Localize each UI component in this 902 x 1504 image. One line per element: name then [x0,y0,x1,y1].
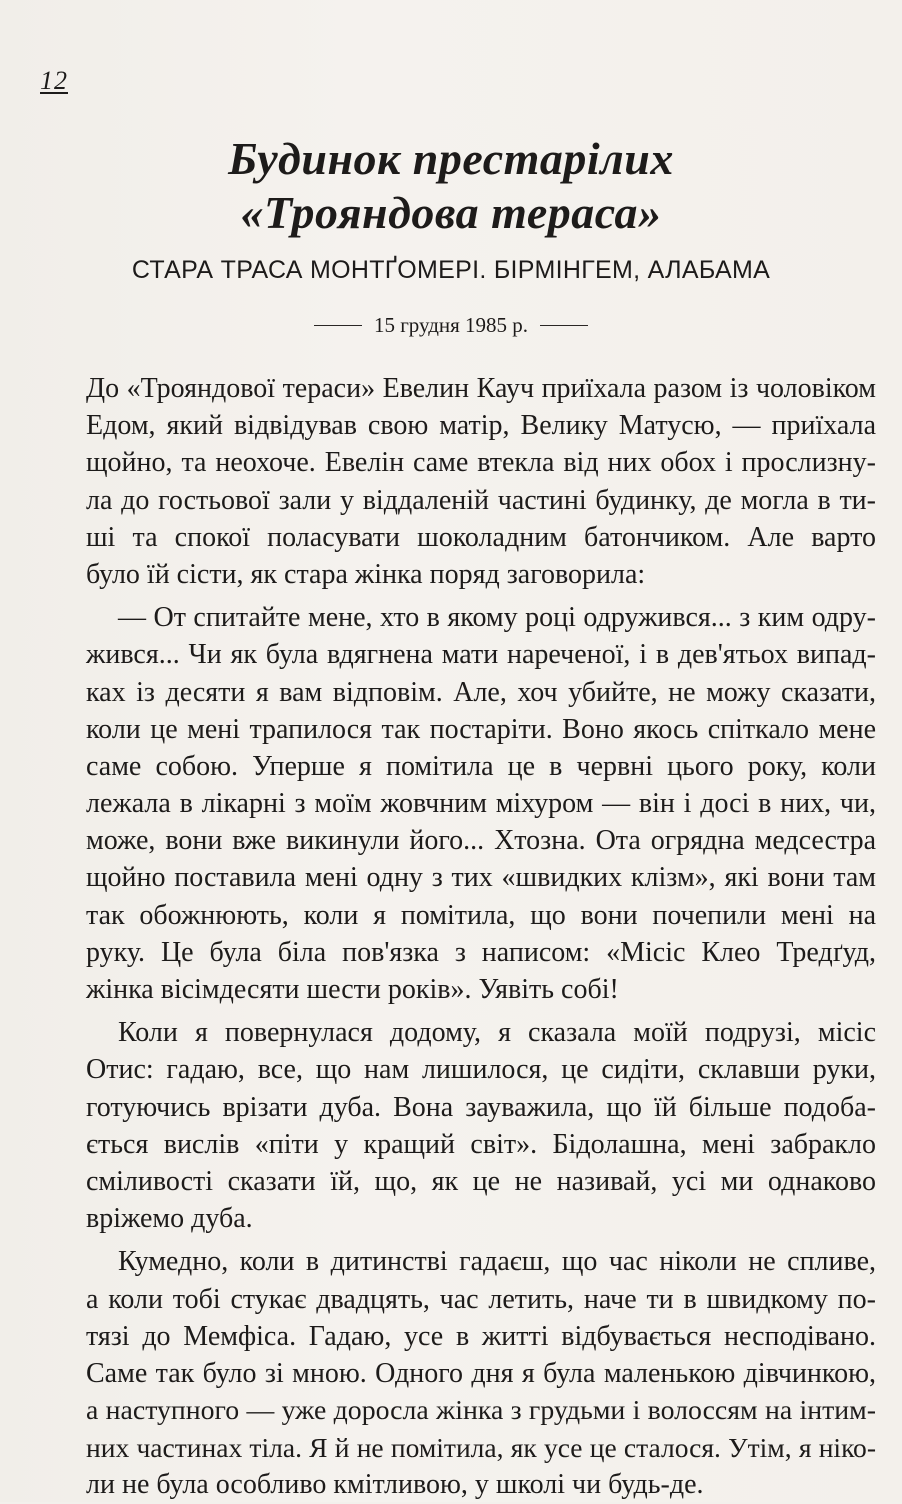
text-line: Кумедно, коли в дитинстві гадаєш, що час ніколи не спливе, [118,1246,876,1278]
text-line: руку. Це була біла пов'язка з написом: «Місіс Клео Тредґуд, [86,936,876,968]
text-line: сміливості сказати їй, що, як це не називай, усі ми однаково [86,1165,876,1197]
text-line: ла до гостьової зали у віддаленій частині будинку, де могла в ти- [86,484,876,516]
text-line: — От спитайте мене, хто в якому році одружився... з ким одру- [118,602,876,634]
body-text [86,370,876,1504]
paragraph [86,370,876,593]
text-line: може, вони вже викинули його... Хтозна. Ота огрядна медсестра [86,825,876,857]
text-line: Коли я повернулася додому, я сказала моїй подрузі, місіс [118,1017,876,1049]
text-line: ли не була особливо кмітливою, у школі чи будь-де. [86,1469,704,1501]
chapter-title-line-2: «Трояндова тераса» [240,187,662,238]
text-line: а наступного — уже доросла жінка з грудьми і волоссям на інтим- [86,1395,876,1427]
text-line: жився... Чи як була вдягнена мати нареченої, і в дев'ятьох випад- [86,639,876,671]
text-line: жінка вісімдесяти шести років». Уявіть собі! [86,974,619,1005]
text-line: коли це мені трапилося так постаріти. Воно якось спіткало мене [86,713,876,745]
chapter-location: СТАРА ТРАСА МОНТҐОМЕРІ. БІРМІНГЕМ, АЛАБАМА [131,256,771,284]
paragraph [86,1014,876,1237]
text-line: було їй сісти, як стара жінка поряд заговорила: [86,558,646,590]
text-line: Отис: гадаю, все, що нам лишилося, це сидіти, склавши руки, [86,1054,876,1086]
date-dash-left [314,325,362,326]
chapter-date [0,313,902,338]
text-line: лежала в лікарні з моїм жовчним міхуром — він і досі в них, чи, [86,788,876,820]
text-line: них частинах тіла. Я й не помітила, як усе це сталося. Утім, я ніко- [86,1432,876,1464]
text-line: так обожнюють, коли я помітила, що вони почепили мені на [86,899,876,931]
text-line: Саме так було зі мною. Одного дня я була маленькою дівчинкою, [86,1357,876,1389]
text-line: а коли тобі стукає двадцять, час летить, наче ти в швидкому по- [86,1283,876,1315]
text-line: тязі до Мемфіса. Гадаю, усе в житті відбувається несподівано. [86,1320,876,1352]
date-dash-right [540,325,588,326]
chapter-title-line-1: Будинок престарілих [228,133,674,184]
text-line: Едом, який відвідував свою матір, Велику Матусю, — приїхала [86,410,876,442]
paragraph [86,1243,876,1503]
text-line: саме собою. Уперше я помітила це в червні цього року, коли [86,750,876,782]
page-number: 12 [40,66,68,95]
text-line: ках із десяти я вам відповім. Але, хоч убийте, не можу сказати, [86,676,876,708]
chapter-title [0,132,902,240]
text-line: щойно поставила мені одну з тих «швидких клізм», які вони там [86,862,876,894]
text-line: готуючись врізати дуба. Вона зауважила, що їй більше подоба- [86,1091,876,1123]
paragraph [86,599,876,1008]
date-text: 15 грудня 1985 р. [373,313,529,337]
text-line: вріжемо дуба. [86,1203,253,1235]
text-line: щойно, та неохоче. Евелін саме втекла від них обох і прослизну- [86,447,876,479]
text-line: До «Трояндової тераси» Евелин Кауч приїхала разом із чоловіком [86,373,876,404]
text-line: ші та спокої поласувати шоколадним батончиком. Але варто [86,521,876,553]
text-line: ється вислів «піти у кращий світ». Бідолашна, мені забракло [86,1128,876,1160]
